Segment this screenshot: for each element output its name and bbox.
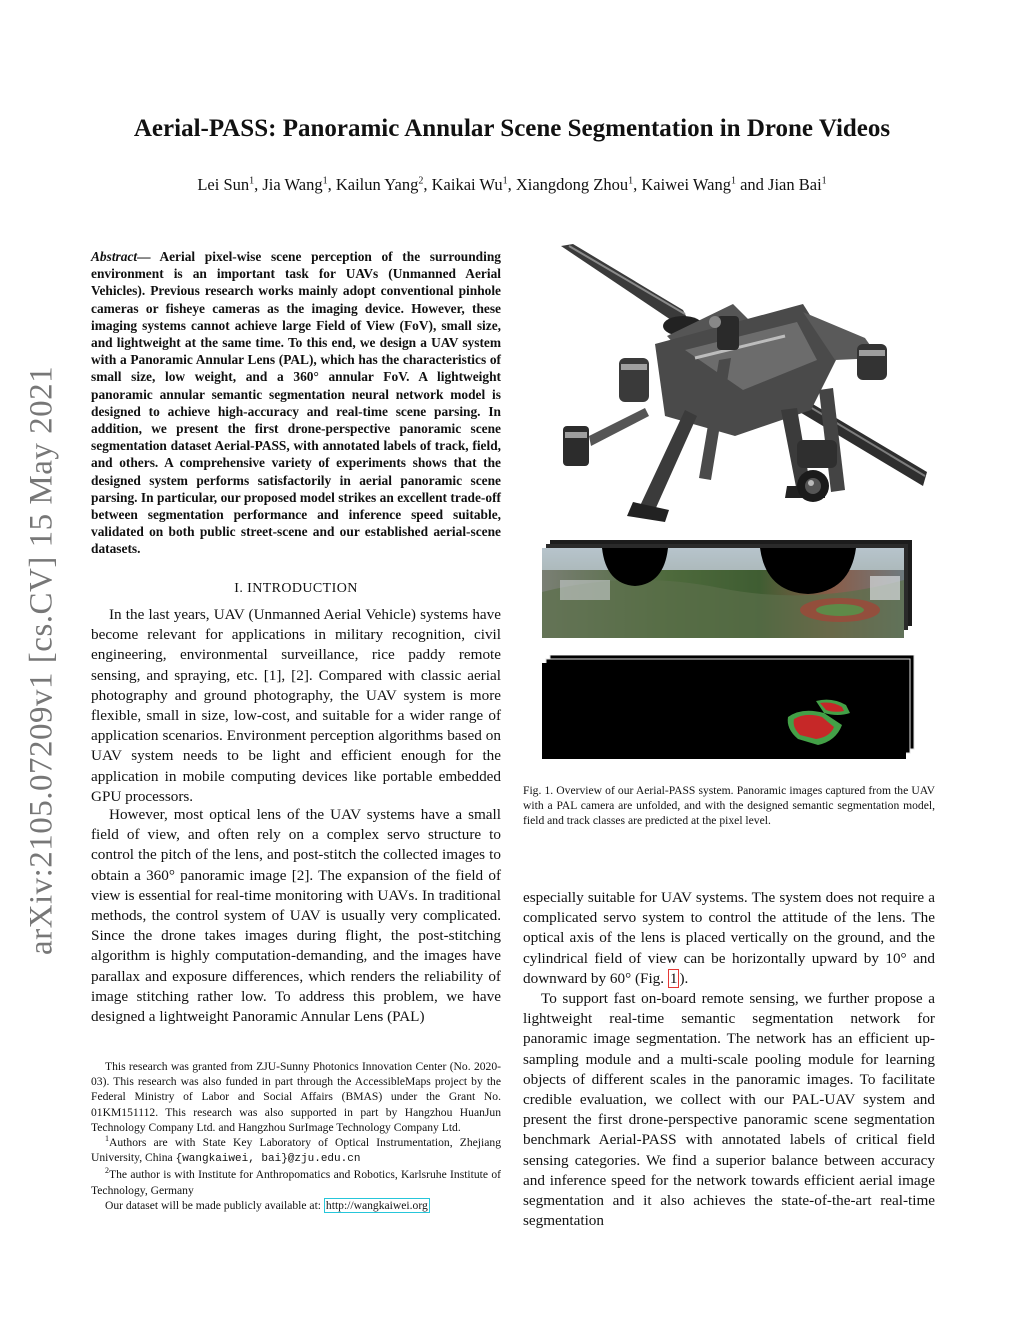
paper-title: Aerial-PASS: Panoramic Annular Scene Segmentation in Drone Videos xyxy=(133,115,891,142)
author: Xiangdong Zhou$^1$ xyxy=(515,175,634,194)
arxiv-identifier: arXiv:2105.07209v1 [cs.CV] 15 May 2021 xyxy=(23,365,60,955)
right-paragraph-1: especially suitable for UAV systems. The system does not require a complicated servo system to control the attitude of the lens. The optical axis of the lens is placed vertically on the ground, and the cylindrical field of view can be horizontally upward by 10° and downward by 60° (Fig. 1 ). xyxy=(523,889,935,987)
abstract-text: Aerial pixel-wise scene perception of the surrounding environment is an important task for UAVs (Unmanned Aerial Vehicles). Previous research works mainly adopt conventional pinhole cameras or fisheye cameras as the imaging device. However, these imaging systems cannot achieve large Field of View (FoV), small size, and lightweight at the same time. To this end, we design a UAV system with a Panoramic Annular Lens (PAL), which has the characteristics of small size, low weight, and a 360° annular FoV. A lightweight panoramic annular semantic segmentation neural network model is designed to achieve high-accuracy and real-time scene parsing. In addition, we present the first drone-perspective panoramic scene segmentation dataset Aerial-PASS, with annotated labels of track, field, and others. A comprehensive variety of experiments shows that the designed system performs satisfactorily in aerial panoramic scene parsing. In particular, our proposed model strikes an excellent trade-off between segmentation performance and inference speed suitable, validated on both public street-scene and our established aerial-scene datasets. xyxy=(91,249,501,557)
abstract-label: Abstract xyxy=(91,249,138,264)
author-list: Lei Sun$^1$, Jia Wang$^1$, Kailun Yang$^2$, Kaikai Wu$^1$, Xiangdong Zhou$^1$, Kaiwei Wang$^1$ and Jian Bai$^1$ xyxy=(197,175,827,194)
intro-paragraph-2: However, most optical lens of the UAV systems have a small field of view, and often rely on a complex servo structure to control the pitch of the lens, and post-stitch the collected images to obtain a 360° panoramic image [2]. The expansion of the field of view is essential for real-time monitoring with UAVs. In traditional methods, the control system of UAV is usually very complicated. Since the drone takes images during flight, the post-stitching algorithm is highly computation-demanding, and the images have parallax and exposure differences, which renders the reliability of image stitching rather low. To address this problem, we have designed a lightweight Panoramic Annular Lens (PAL) xyxy=(91,806,501,1026)
abstract xyxy=(91,248,501,558)
figure-reference-link[interactable]: 1 xyxy=(669,969,678,987)
panorama-image-stack xyxy=(540,540,916,640)
right-paragraph-2: To support fast on-board remote sensing, we further propose a lightweight real-time semantic segmentation network for panoramic image segmentation. The network has an efficient up-sampling module and a multi-scale pooling module for learning objects of different scales in the panoramic images. To facilitate credible evaluation, we collect with our PAL-UAV system and present the first drone-perspective panoramic scene segmentation benchmark Aerial-PASS with annotated labels of critical field sensing categories. We find a superior balance between accuracy and inference speed for the network towards efficient aerial image segmentation and it also achieves the state-of-the-art real-time segmentation xyxy=(523,990,935,1230)
abstract-dash: — xyxy=(137,249,151,264)
author: Lei Sun$^1$ xyxy=(197,175,255,194)
affiliation-footnote-2: $^2$The author is with Institute for Anthropomatics and Robotics, Karlsruhe Institute of Technology, Germany xyxy=(91,1166,501,1197)
affiliation-footnote-1: $^1$Authors are with State Key Laboratory of Optical Instrumentation, Zhejiang University, China {wangkaiwei, bai}@zju.edu.cn xyxy=(91,1134,501,1166)
author: Jian Bai$^1$ xyxy=(768,175,827,194)
section-heading: I. INTRODUCTION xyxy=(234,581,358,596)
email-address: {wangkaiwei, bai}@zju.edu.cn xyxy=(175,1153,361,1166)
author: Kaikai Wu$^1$ xyxy=(431,175,508,194)
drone-photo xyxy=(535,240,930,532)
segmentation-mask-stack xyxy=(540,655,916,761)
dataset-footnote: Our dataset will be made publicly available at: http://wangkaiwei.org xyxy=(105,1198,428,1212)
dataset-link[interactable]: http://wangkaiwei.org xyxy=(325,1198,428,1212)
author: Kaiwei Wang$^1$ xyxy=(641,175,736,194)
author: Kailun Yang$^2$ xyxy=(335,175,424,194)
author: Jia Wang$^1$ xyxy=(262,175,328,194)
intro-paragraph-1: In the last years, UAV (Unmanned Aerial Vehicle) systems have become relevant for applications in military recognition, civil engineering, environmental surveillance, rice paddy remote sensing, and spraying, etc. [1], [2]. Compared with classic aerial photography and ground photography, the UAV system is more flexible, small in size, low-cost, and suitable for a wider range of application scenarios. Environment perception algorithms based on UAV system needs to be light and efficient enough for the application in mobile computing devices like portable embedded GPU processors. xyxy=(91,606,501,805)
figure-caption: Fig. 1. Overview of our Aerial-PASS system. Panoramic images captured from the UAV with a PAL camera are unfolded, and with the designed semantic segmentation model, field and track classes are predicted at the pixel level. xyxy=(523,784,935,828)
funding-footnote: This research was granted from ZJU-Sunny Photonics Innovation Center (No. 2020-03). This research was also funded in part through the AccessibleMaps project by the Federal Ministry of Labor and Social Affairs (BMAS) under the Grant No. 01KM151112. This research was also supported in part by Hangzhou HuanJun Technology Company Ltd. and Hangzhou SurImage Technology Company Ltd. xyxy=(91,1060,501,1134)
footnotes xyxy=(91,1059,501,1213)
author-conjunction: and xyxy=(740,175,764,194)
